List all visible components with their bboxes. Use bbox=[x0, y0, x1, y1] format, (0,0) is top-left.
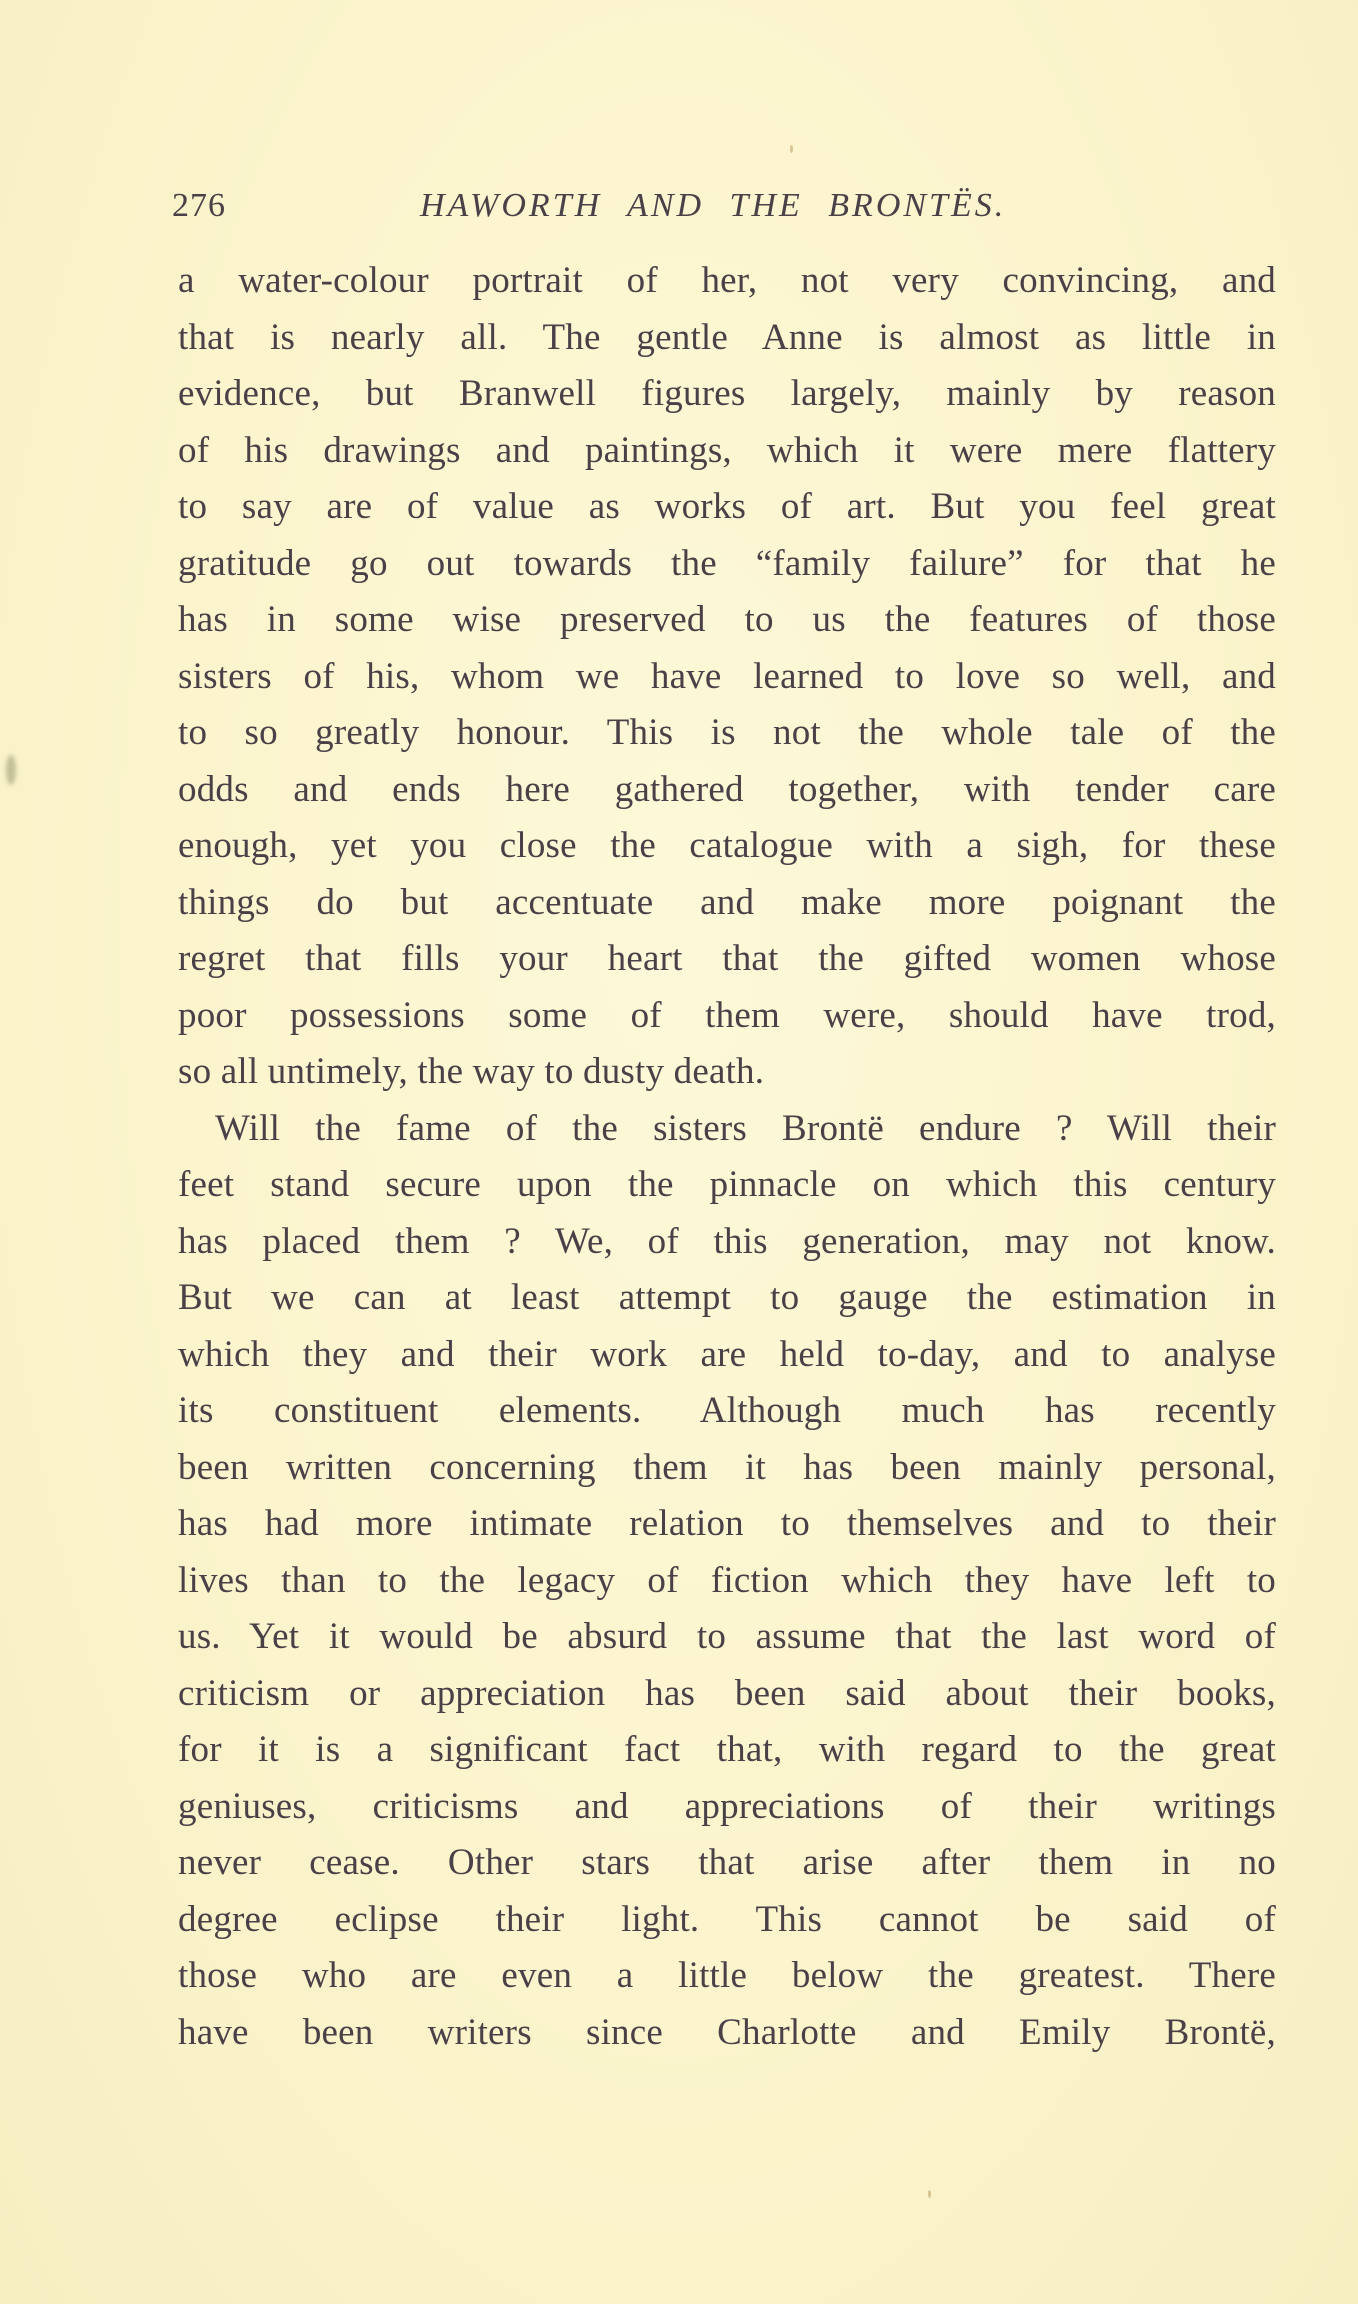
running-title: HAWORTH AND THE BRONTËS. bbox=[420, 187, 1007, 224]
running-head bbox=[172, 176, 1282, 236]
text-line: poor possessions some of them were, should have trod, bbox=[178, 994, 1276, 1036]
text-line: has had more intimate relation to themselves and to their bbox=[178, 1503, 1276, 1544]
text-line: has in some wise preserved to us the features of those bbox=[178, 599, 1276, 640]
paper-speck bbox=[928, 2190, 931, 2198]
text-line: to so greatly honour. This is not the whole tale of the bbox=[178, 712, 1276, 753]
text-line: has placed them ? We, of this generation, may not know. bbox=[178, 1220, 1276, 1262]
text-line: those who are even a little below the greatest. There bbox=[178, 1955, 1276, 1996]
text-line: which they and their work are held to-day, and to analyse bbox=[178, 1333, 1276, 1375]
text-line: sisters of his, whom we have learned to love so well, and bbox=[178, 655, 1276, 697]
page-number: 276 bbox=[172, 187, 226, 224]
ink-blot-mark bbox=[6, 755, 16, 785]
text-line: Will the fame of the sisters Brontë endure ? Will their bbox=[215, 1107, 1276, 1149]
text-line: odds and ends here gathered together, with tender care bbox=[178, 768, 1276, 810]
text-line: been written concerning them it has been mainly personal, bbox=[178, 1446, 1276, 1488]
text-line: geniuses, criticisms and appreciations of their writings bbox=[178, 1785, 1276, 1827]
text-line: But we can at least attempt to gauge the estimation in bbox=[178, 1277, 1276, 1318]
text-line: regret that fills your heart that the gifted women whose bbox=[178, 938, 1276, 979]
paper-speck bbox=[790, 145, 793, 153]
text-line: gratitude go out towards the “family failure” for that he bbox=[178, 542, 1276, 584]
text-line: things do but accentuate and make more poignant the bbox=[178, 881, 1276, 923]
text-line: have been writers since Charlotte and Emily Brontë, bbox=[178, 2011, 1276, 2053]
text-line: that is nearly all. The gentle Anne is almost as little in bbox=[178, 316, 1276, 358]
text-line: enough, yet you close the catalogue with a sigh, for these bbox=[178, 825, 1276, 866]
text-line: to say are of value as works of art. But you feel great bbox=[178, 486, 1276, 527]
paragraph bbox=[178, 1101, 1276, 2062]
text-line: of his drawings and paintings, which it were mere flattery bbox=[178, 429, 1276, 471]
text-line: so all untimely, the way to dusty death. bbox=[178, 1051, 765, 1092]
text-line: its constituent elements. Although much has recently bbox=[178, 1390, 1276, 1431]
text-line: feet stand secure upon the pinnacle on which this century bbox=[178, 1164, 1276, 1205]
text-line: criticism or appreciation has been said about their books, bbox=[178, 1672, 1276, 1714]
body-text bbox=[178, 253, 1276, 2061]
text-line: us. Yet it would be absurd to assume that the last word of bbox=[178, 1616, 1276, 1657]
paragraph bbox=[178, 253, 1276, 1101]
text-line: for it is a significant fact that, with regard to the great bbox=[178, 1729, 1276, 1770]
text-line: never cease. Other stars that arise after them in no bbox=[178, 1842, 1276, 1883]
text-line: evidence, but Branwell figures largely, mainly by reason bbox=[178, 373, 1276, 414]
text-line: lives than to the legacy of fiction which they have left to bbox=[178, 1559, 1276, 1601]
text-line: a water-colour portrait of her, not very convincing, and bbox=[178, 260, 1276, 301]
text-line: degree eclipse their light. This cannot be said of bbox=[178, 1898, 1276, 1940]
